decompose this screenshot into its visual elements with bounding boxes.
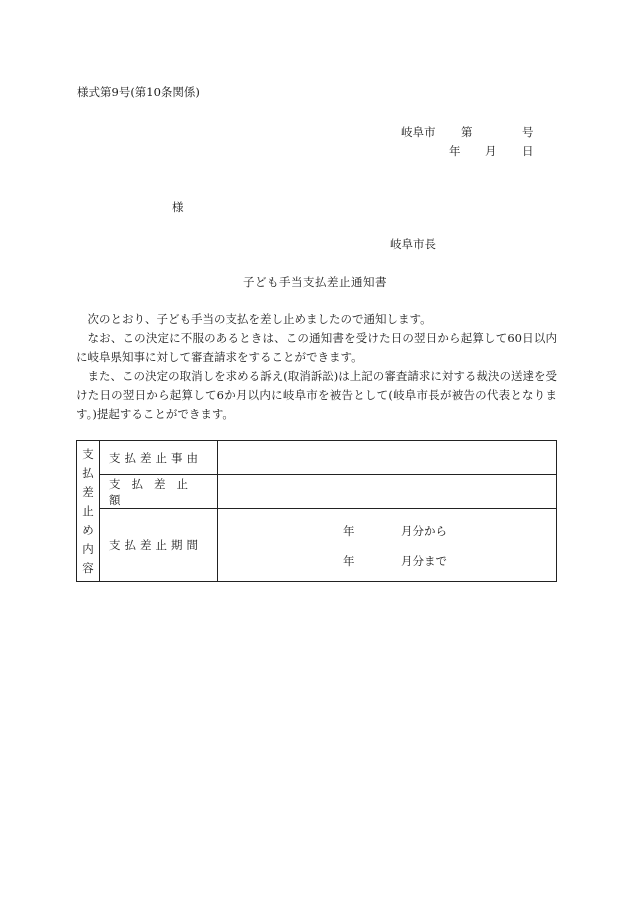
- issuer: 岐阜市長: [390, 237, 436, 251]
- period-to: [343, 553, 447, 569]
- addressee-suffix: 様: [172, 200, 184, 214]
- period-to-suffix: 月分まで: [401, 554, 447, 568]
- form-number: 様式第9号(第10条関係): [77, 85, 200, 99]
- value-amount: [218, 475, 557, 509]
- label-amount: 支払差止額: [100, 475, 218, 509]
- document-title: 子ども手当支払差止通知書: [243, 275, 387, 289]
- value-reason: [218, 441, 557, 475]
- date-month: 月: [485, 144, 497, 158]
- vertical-label-char: 止: [82, 503, 94, 518]
- vertical-label: [77, 441, 100, 582]
- body-paragraph-1: 次のとおり、子ども手当の支払を差し止めましたので通知します。: [87, 312, 432, 326]
- reference-go: 号: [522, 125, 534, 139]
- date-year: 年: [449, 144, 461, 158]
- vertical-label-char: 内: [82, 541, 94, 556]
- label-reason: 支払差止事由: [100, 441, 218, 475]
- value-period: [218, 509, 557, 582]
- period-from-suffix: 月分から: [401, 524, 447, 538]
- reference-city: 岐阜市: [401, 125, 436, 139]
- period-to-year: 年: [343, 554, 355, 568]
- table-row-period: [77, 509, 557, 582]
- table-row-amount: [77, 475, 557, 509]
- date-day: 日: [522, 144, 534, 158]
- period-from-year: 年: [343, 524, 355, 538]
- reference-dai: 第: [461, 125, 473, 139]
- vertical-label-char: 払: [82, 465, 94, 480]
- content-table: [76, 440, 557, 582]
- vertical-label-char: 容: [82, 560, 94, 575]
- label-period: 支払差止期間: [100, 509, 218, 582]
- body-text: [76, 310, 557, 424]
- table-row-reason: [77, 441, 557, 475]
- vertical-label-char: 差: [82, 484, 94, 499]
- vertical-label-char: め: [82, 522, 94, 537]
- body-paragraph-2: なお、この決定に不服のあるときは、この通知書を受けた日の翌日から起算して60日以内に岐阜県知事に対して審査請求をすることができます。: [76, 331, 557, 364]
- vertical-label-char: 支: [82, 446, 94, 461]
- period-from: [343, 523, 447, 539]
- body-paragraph-3: また、この決定の取消しを求める訴え(取消訴訟)は上記の審査請求に対する裁決の送達を受けた日の翌日から起算して6か月以内に岐阜市を被告として(岐阜市長が被告の代表となります。)提起することができます。: [76, 369, 557, 421]
